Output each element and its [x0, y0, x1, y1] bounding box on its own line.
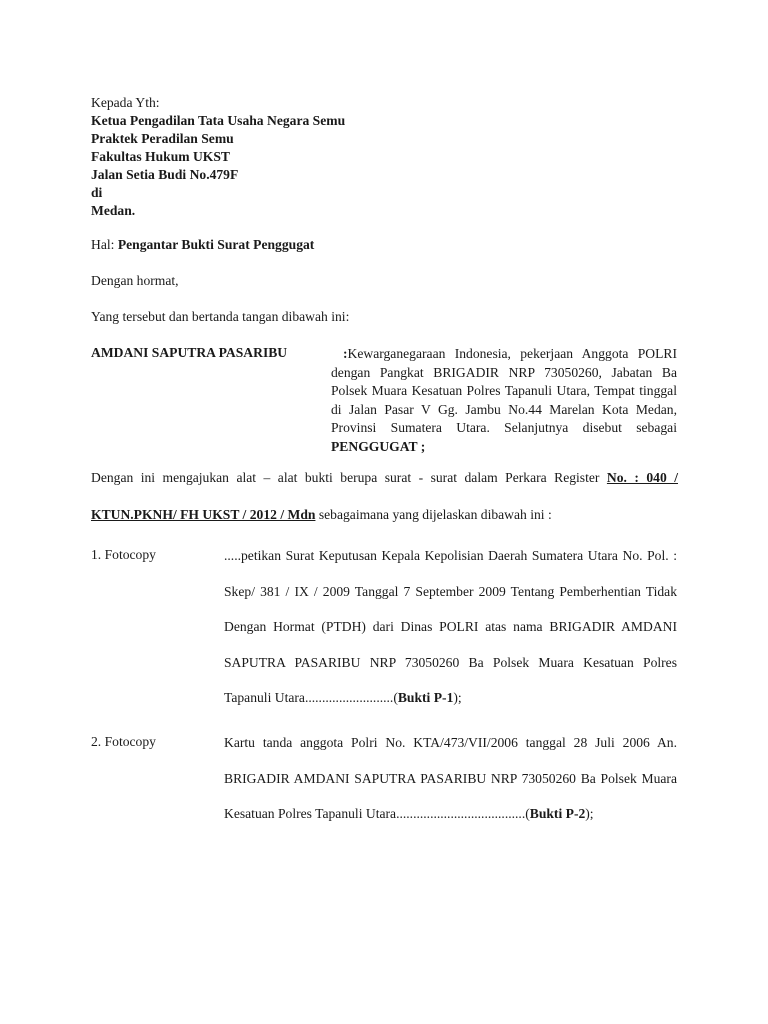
- recipient-line: Praktek Peradilan Semu: [91, 131, 234, 146]
- submission-paragraph: [91, 459, 678, 533]
- evidence-close: );: [585, 806, 594, 821]
- evidence-label: 1. Fotocopy: [91, 547, 156, 562]
- subject-label: Hal:: [91, 237, 118, 252]
- recipient-line: di: [91, 185, 103, 200]
- party-name: AMDANI SAPUTRA PASARIBU: [91, 345, 288, 360]
- evidence-dots: ......................................: [396, 806, 526, 821]
- recipient-line: Jalan Setia Budi No.479F: [91, 167, 239, 182]
- evidence-open: (: [525, 806, 530, 821]
- evidence-code: Bukti P-1: [397, 690, 454, 705]
- submission-text-after: sebagaimana yang dijelaskan dibawah ini :: [315, 507, 552, 522]
- party-colon: :: [343, 346, 348, 361]
- evidence-open: (: [393, 690, 398, 705]
- evidence-label: 2. Fotocopy: [91, 734, 156, 749]
- evidence-text: .....petikan Surat Keputusan Kepala Kepolisian Daerah Sumatera Utara No. Pol. : Skep/ 381 / IX / 2009 Tanggal 7 September 2009 Tentang Pemberhentian Tidak Dengan Hormat (PTDH) dari Dinas POLRI atas nama BRIGADIR AMDANI SAPUTRA PASARIBU NRP 73050260 Ba Polsek Muara Kesatuan Polres Tapanuli Utara: [224, 548, 677, 705]
- evidence-code: Bukti P-2: [529, 806, 586, 821]
- evidence-close: );: [453, 690, 462, 705]
- recipient-line: Medan.: [91, 203, 136, 218]
- intro-text: Yang tersebut dan bertanda tangan dibawah ini:: [91, 309, 350, 324]
- party-role: PENGGUGAT ;: [331, 438, 426, 454]
- register-number: No. : 040 / KTUN.PKNH/ FH UKST / 2012 / Mdn: [91, 470, 678, 522]
- party-description-block: [331, 345, 677, 456]
- evidence-item: [224, 725, 677, 832]
- salutation: Kepada Yth:: [91, 95, 160, 110]
- greeting: Dengan hormat,: [91, 273, 179, 288]
- subject-text: Pengantar Bukti Surat Penggugat: [117, 237, 315, 252]
- evidence-dots: ..........................: [304, 690, 394, 705]
- party-description: Kewarganegaraan Indonesia, pekerjaan Anggota POLRI dengan Pangkat BRIGADIR NRP 73050260, Jabatan Ba Polsek Muara Kesatuan Polres Tapanuli Utara, Tempat tinggal di Jalan Pasar V Gg. Jambu No.44 Marelan Kota Medan, Provinsi Sumatera Utara. Selanjutnya disebut sebagai: [331, 346, 677, 435]
- recipient-line: Ketua Pengadilan Tata Usaha Negara Semu: [91, 113, 346, 128]
- recipient-line: Fakultas Hukum UKST: [91, 149, 231, 164]
- subject-line: [91, 237, 314, 253]
- evidence-item: [224, 538, 677, 716]
- recipient-block: [91, 94, 345, 220]
- submission-text: Dengan ini mengajukan alat – alat bukti berupa surat - surat dalam Perkara Register: [91, 470, 607, 485]
- evidence-text: Kartu tanda anggota Polri No. KTA/473/VII/2006 tanggal 28 Juli 2006 An. BRIGADIR AMDANI SAPUTRA PASARIBU NRP 73050260 Ba Polsek Muara Kesatuan Polres Tapanuli Utara: [224, 735, 677, 821]
